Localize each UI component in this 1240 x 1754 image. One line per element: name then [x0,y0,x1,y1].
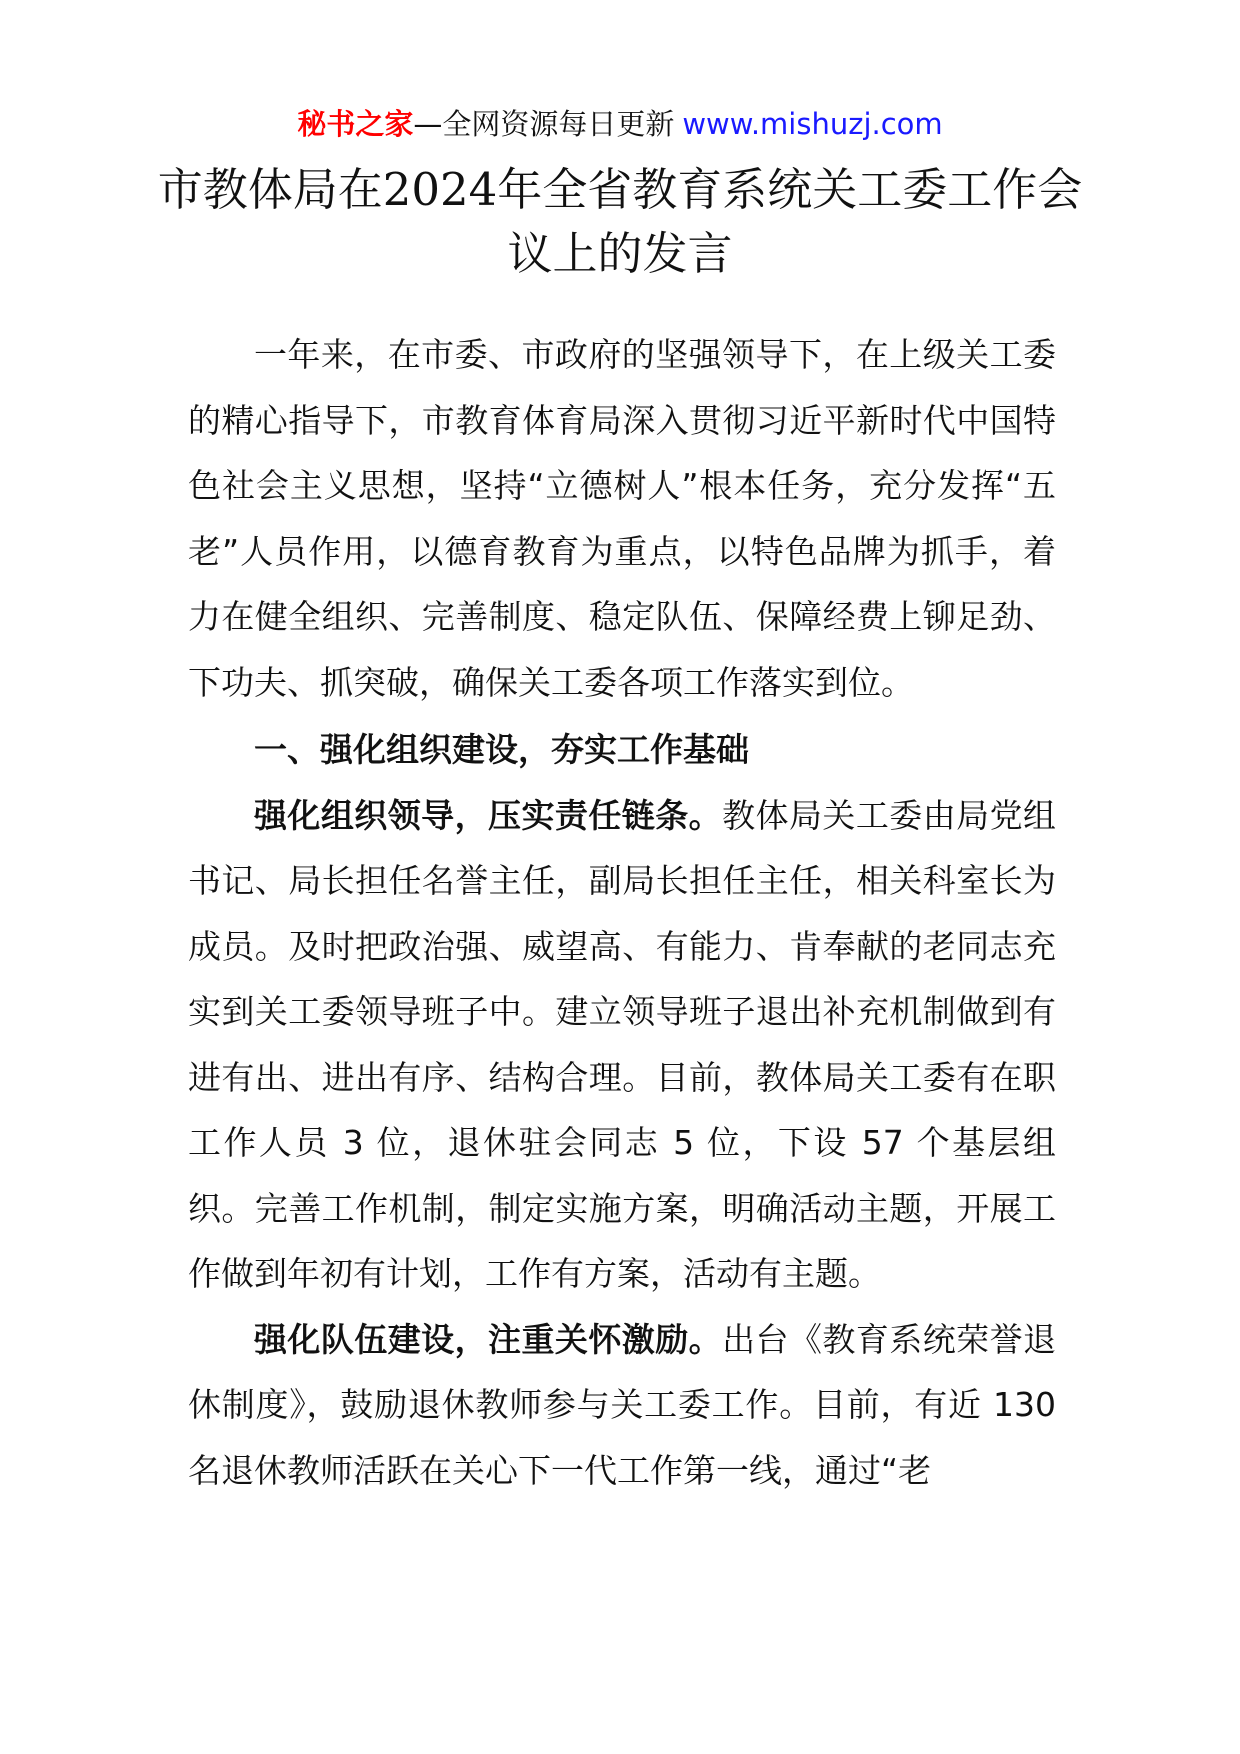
title-year: 2024 [382,163,498,216]
document-body [188,322,1056,1503]
banner-brand: 秘书之家 [297,107,414,141]
section1-paragraph-1 [188,783,1056,1307]
paragraph-text: 教体局关工委由局党组书记、局长担任名誉主任，副局长担任主任，相关科室长为成员。及时把政治强、威望高、有能力、肯奉献的老同志充实到关工委领导班子中。建立领导班子退出补充机制做到有进有出、进出有序、结构合理。目前，教体局关工委有在职工作人员 3 位，退休驻会同志 5 位，下设 57 个基层组织。完善工作机制，制定实施方案，明确活动主题，开展工作做到年初有计划，工作有方案，活动有主题。 [188,795,1057,1293]
paragraph-text: 出台《教育系统荣誉退休制度》，鼓励退休教师参与关工委工作。目前，有近 130 名退休教师活跃在关心下一代工作第一线，通过“老 [188,1319,1057,1490]
document-title [150,158,1090,286]
paragraph-lead: 强化组织领导，压实责任链条。 [254,795,723,835]
title-part2: 年全省教育系统关工委工作会议上的发言 [497,163,1083,280]
title-part1: 市教体局在 [157,163,383,216]
banner-site-link[interactable]: www.mishuzj.com [682,107,943,141]
paragraph-lead: 强化队伍建设，注重关怀激励。 [254,1319,723,1359]
watermark-banner [0,104,1240,144]
section1-paragraph-2 [188,1307,1056,1504]
intro-paragraph: 一年来，在市委、市政府的坚强领导下，在上级关工委的精心指导下，市教育体育局深入贯彻习近平新时代中国特色社会主义思想，坚持“立德树人”根本任务，充分发挥“五老”人员作用，以德育教育为重点，以特色品牌为抓手，着力在健全组织、完善制度、稳定队伍、保障经费上铆足劲、下功夫、抓突破，确保关工委各项工作落实到位。 [188,335,1056,702]
banner-tagline: —全网资源每日更新 [413,107,675,141]
section-heading-1: 一、强化组织建设，夯实工作基础 [254,730,749,769]
